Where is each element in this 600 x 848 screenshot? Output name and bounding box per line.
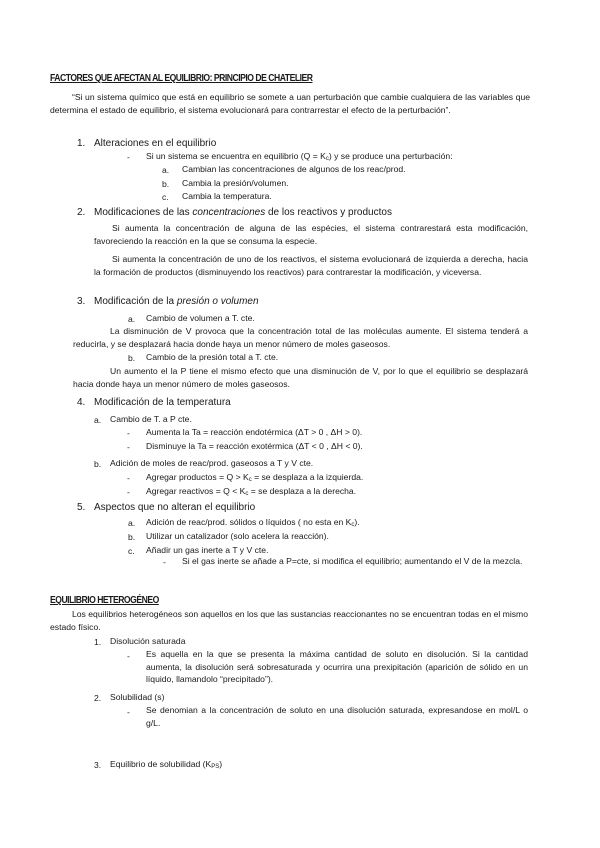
s3-a-title: Cambio de volumen a T. cte.: [146, 313, 255, 323]
heading-chatelier: FACTORES QUE AFECTAN AL EQUILIBRIO: PRINCIPIO DE CHATELIER: [50, 72, 313, 84]
s5-c-subtext: Si el gas inerte se añade a P=cte, si modifica el equilibrio; aumentando el V de la mezcla.: [182, 556, 523, 566]
s5-a-text: Adición de reac/prod. sólidos o líquidos ( no esta en $K_c$).: [146, 517, 360, 528]
h3-number: 3.: [94, 760, 102, 770]
s4-b-dash-2: -: [127, 487, 130, 497]
h1-text: Es aquella en la que se presenta la máxima cantidad de soluto en disolución. Si la cantidad aumenta, la disolución será sobresaturada y ocurrira una prexipitación (aparición de sólido en un líquido, llamandolo “precipitado”).: [146, 649, 528, 685]
s4-a-item-1: Aumenta la Ta = reacción endotérmica (ΔT > 0 , ΔH > 0).: [146, 427, 363, 437]
h3-title: Equilibrio de solubilidad $(K_{PS})$: [110, 759, 223, 770]
s1-number: 1.: [77, 138, 86, 149]
s2-number: 2.: [77, 207, 86, 218]
s4-title: Modificación de la temperatura: [94, 397, 231, 408]
s3-b-title: Cambio de la presión total a T. cte.: [146, 352, 279, 362]
s4-a-marker: a.: [94, 415, 102, 425]
s3-a-paragraph: La disminución de V provoca que la concentración total de las moléculas aumente. El sistema tenderá a reducirla, y se desplazará hacia donde haya un menor número de moles gaseosos.: [73, 326, 528, 349]
h1-number: 1.: [94, 637, 102, 647]
s1-item-c-marker: c.: [162, 192, 169, 202]
s1-item-b-marker: b.: [162, 179, 170, 189]
h2-text: Se denomian a la concentración de soluto en una disolución saturada, expresandose en mol/L o g/L.: [146, 705, 528, 728]
s4-b-marker: b.: [94, 459, 102, 469]
s3-b-paragraph: Un aumento el la P tiene el mismo efecto que una disminución de V, por lo que el equilibrio se desplazará hacia donde haya un menor número de moles gaseosos.: [73, 366, 528, 389]
s1-line: Si un sistema se encuentra en equilibrio $(Q = K_c)$ y se produce una perturbación:: [146, 151, 453, 162]
s3-number: 3.: [77, 296, 86, 307]
s4-a-dash-1: -: [127, 428, 130, 438]
chatelier-quote: “Si un sistema químico que está en equilibrio se somete a uan perturbación que cambie cualquiera de las variables que determina el estado de equilibrio, el sistema evolucionará para contrarrestar el efecto de la perturbación”.: [50, 92, 530, 115]
s1-dash: -: [127, 152, 130, 162]
s5-b-marker: b.: [128, 532, 136, 542]
s4-number: 4.: [77, 397, 86, 408]
h2-number: 2.: [94, 693, 102, 703]
s1-item-c: Cambia la temperatura.: [182, 191, 272, 201]
h2-dash: -: [127, 707, 130, 717]
s5-b-text: Utilizar un catalizador (solo acelera la reacción).: [146, 531, 329, 541]
s1-item-a: Cambian las concentraciones de algunos de los reac/prod.: [182, 164, 406, 174]
s4-a-dash-2: -: [127, 442, 130, 452]
s1-item-b: Cambia la presión/volumen.: [182, 178, 289, 188]
h2-title: Solubilidad (s): [110, 692, 165, 702]
s4-b-item-1: Agregar productos = $Q > K_c$ = se desplaza a la izquierda.: [146, 472, 364, 483]
s5-title: Aspectos que no alteran el equilibrio: [94, 502, 256, 513]
s3-b-marker: b.: [128, 353, 136, 363]
s4-a-title: Cambio de T. a P cte.: [110, 414, 192, 424]
h1-title: Disolución saturada: [110, 636, 186, 646]
s1-item-a-marker: a.: [162, 165, 170, 175]
s2-paragraph-1: Si aumenta la concentración de alguna de las espécies, el sistema contrarestará esta modificación, favoreciendo la reacción en la que se consuma la especie.: [94, 223, 528, 246]
s5-a-marker: a.: [128, 518, 136, 528]
s1-title: Alteraciones en el equilibrio: [94, 138, 217, 149]
s2-title: Modificaciones de las concentraciones de los reactivos y productos: [94, 207, 392, 218]
heading-heterogeneo: EQUILIBRIO HETEROGÉNEO: [50, 594, 159, 606]
h1-dash: -: [127, 651, 130, 661]
s3-title: Modificación de la presión o volumen: [94, 296, 259, 307]
s5-number: 5.: [77, 502, 86, 513]
s4-b-dash-1: -: [127, 473, 130, 483]
s5-c-marker: c.: [128, 546, 135, 556]
s2-paragraph-2: Si aumenta la concentración de uno de los reactivos, el sistema evolucionará de izquierda a derecha, hacia la formación de productos (disminuyendo los reactivos) para contrarestar la modificación, y viceversa.: [94, 254, 528, 277]
s4-b-title: Adición de moles de reac/prod. gaseosos a T y V cte.: [110, 458, 314, 468]
s4-a-item-2: Disminuye la Ta = reacción exotérmica (ΔT < 0 , ΔH < 0).: [146, 441, 363, 451]
s5-c-dash: -: [163, 557, 166, 567]
s5-c-text: Añadir un gas inerte a T y V cte.: [146, 545, 269, 555]
s3-a-marker: a.: [128, 314, 136, 324]
s4-b-item-2: Agregar reactivos = $Q < K_c$ = se desplaza a la derecha.: [146, 486, 357, 497]
heterogeneo-intro: Los equilibrios heterogéneos son aquellos en los que las sustancias reaccionantes no se encuentran todas en el mismo estado físico.: [50, 609, 528, 632]
